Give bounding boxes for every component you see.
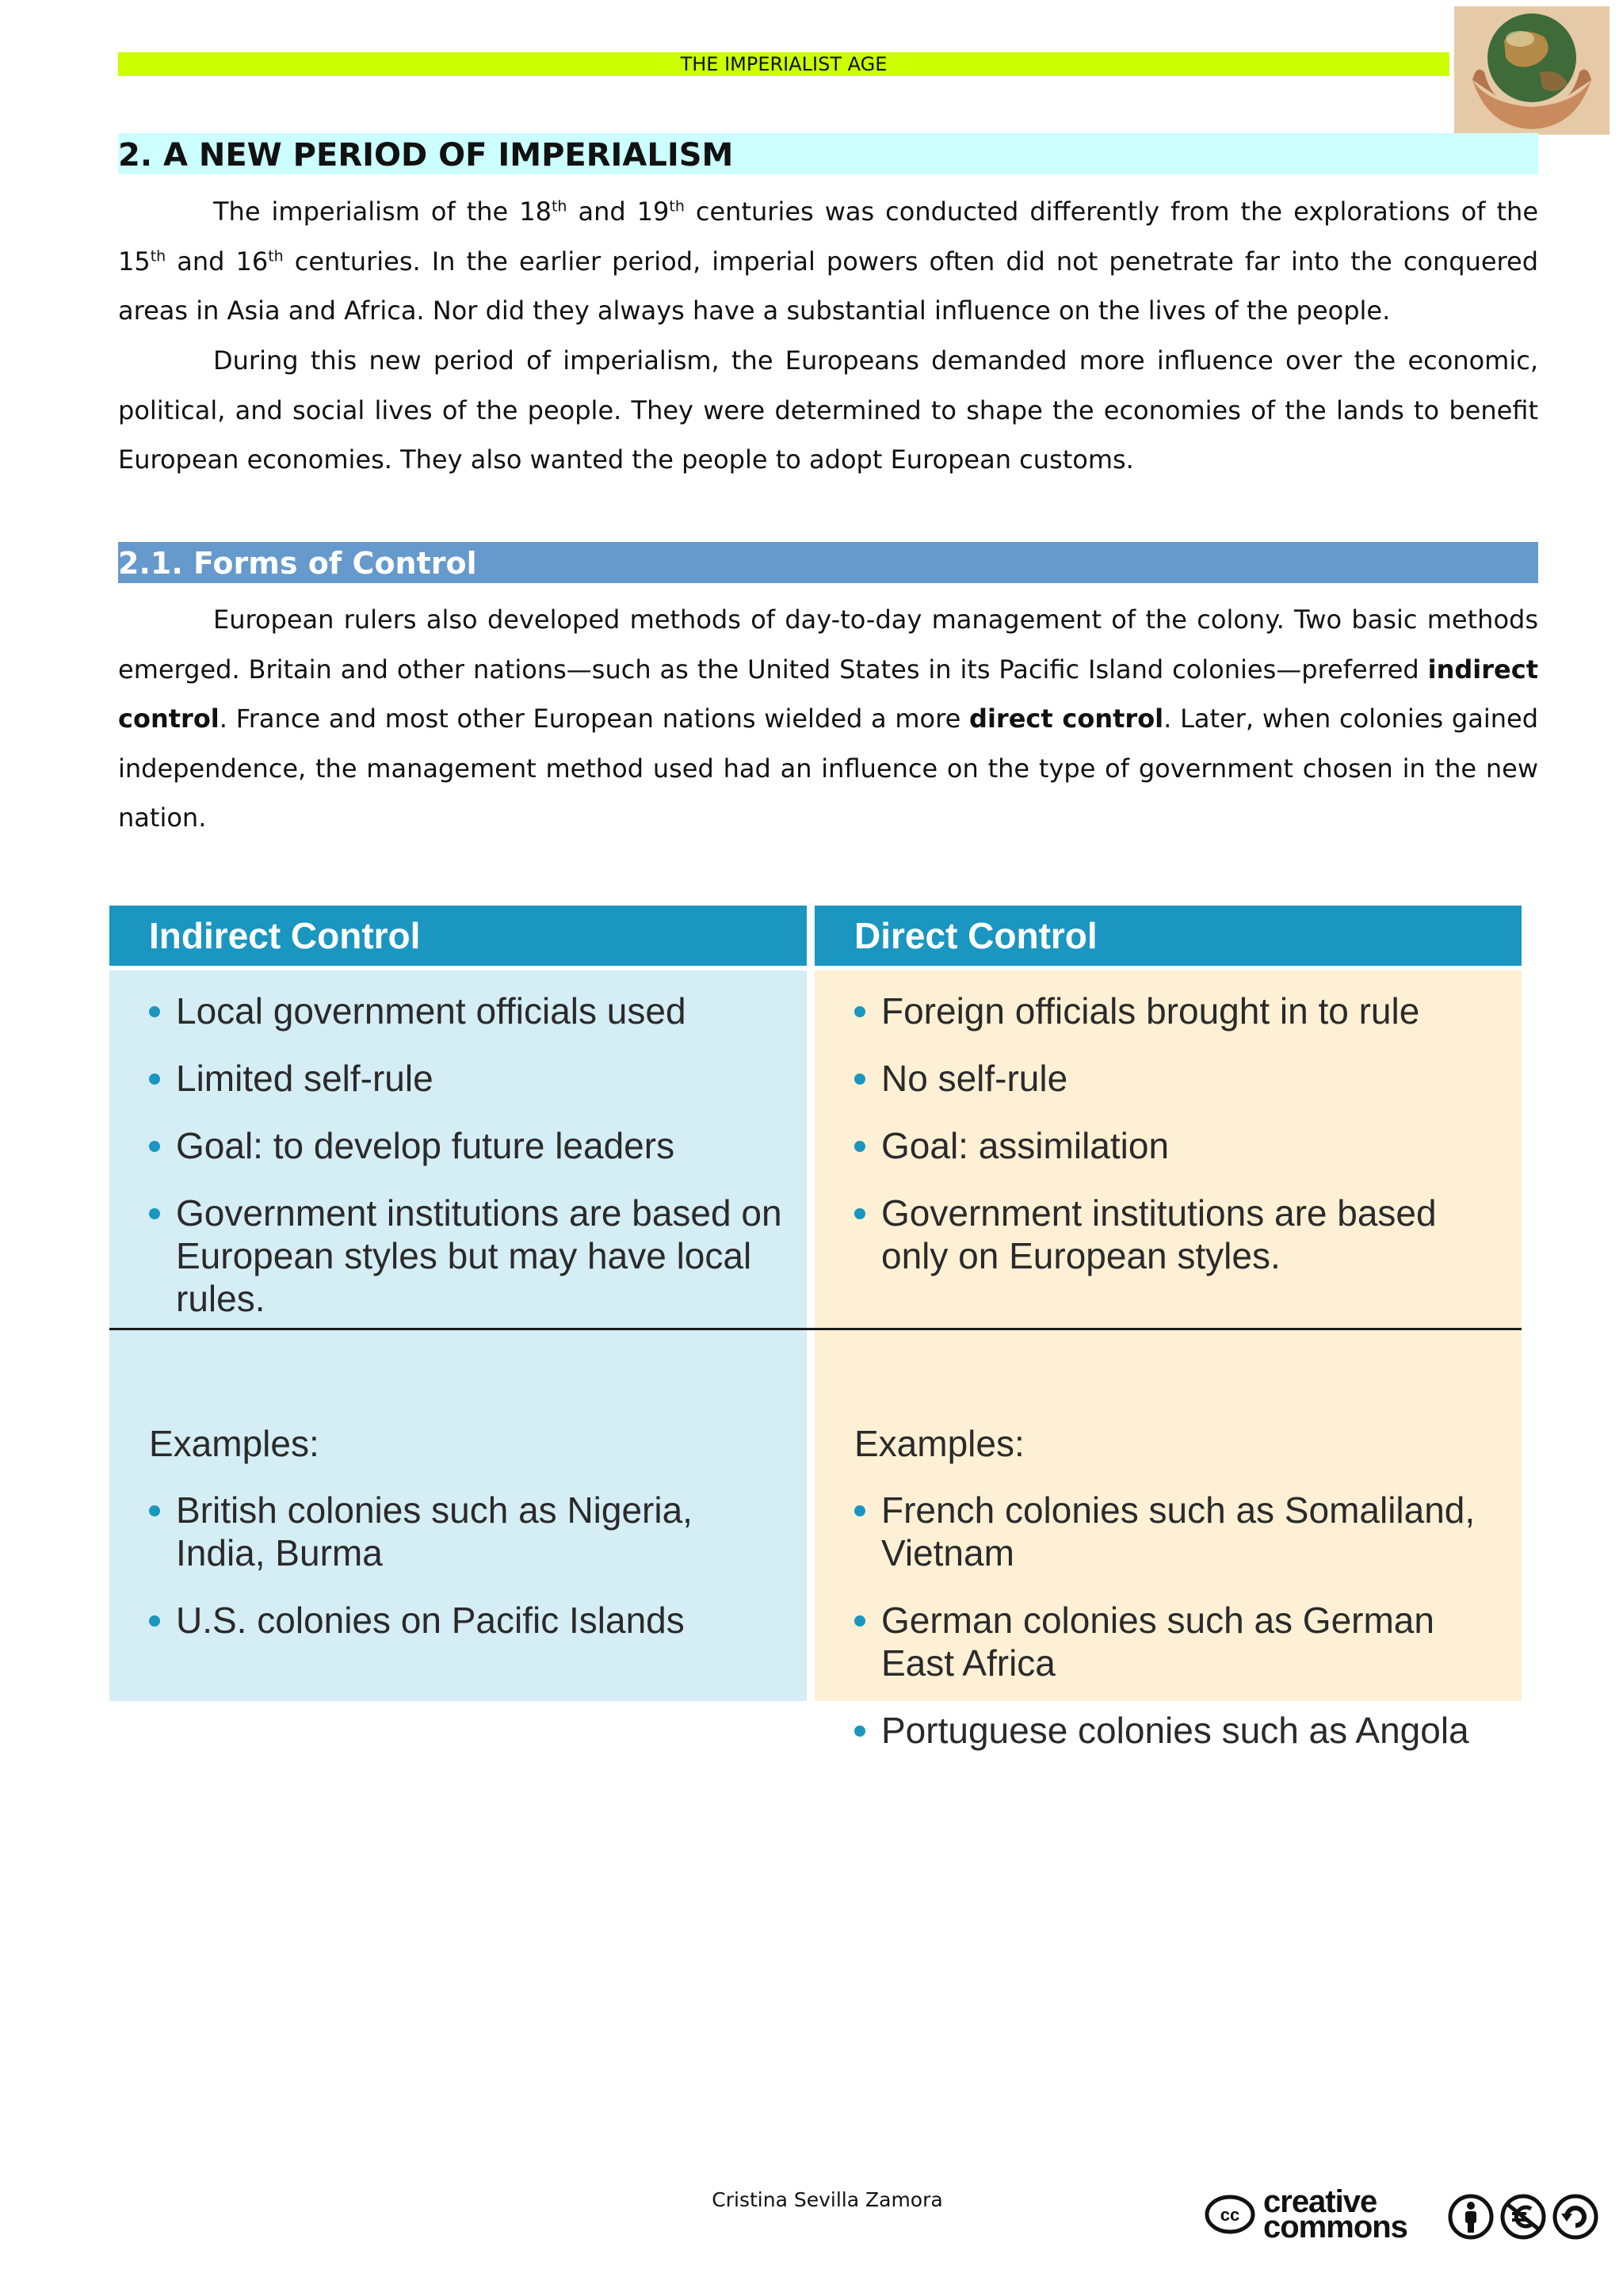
license-badges [1447, 2193, 1599, 2241]
license-logo-text: creative commons [1263, 2184, 1407, 2245]
list-item: No self-rule [854, 1057, 1503, 1100]
bullet-icon [149, 1208, 160, 1219]
footer-author: Cristina Sevilla Zamora [712, 2188, 943, 2211]
direct-control-column [815, 971, 1522, 1751]
bullet-icon [854, 1615, 865, 1627]
bullet-icon [854, 1505, 865, 1516]
bullet-icon [149, 1505, 160, 1516]
by-icon [1447, 2193, 1495, 2241]
bullet-icon [149, 1006, 160, 1017]
list-item: French colonies such as Somaliland, Vietnam [854, 1489, 1503, 1574]
bullet-icon [854, 1074, 865, 1085]
second-paragraph: During this new period of imperialism, the Europeans demanded more influence over the economic, political, and social lives of the people. They were determined to shape the economies of the lands to benefit European economies. They also wanted the people to adopt European customs. [118, 345, 1538, 475]
indirect-control-column [109, 971, 807, 1701]
bullet-icon [149, 1074, 160, 1085]
creative-commons-logo [1205, 2184, 1422, 2245]
sa-icon [1552, 2193, 1599, 2241]
bullet-icon [854, 1141, 865, 1152]
control-comparison-table [109, 906, 1522, 1751]
list-item: Foreign officials brought in to rule [854, 990, 1503, 1032]
list-item: Limited self-rule [149, 1057, 788, 1100]
bullet-icon [854, 1208, 865, 1219]
bullet-icon [149, 1141, 160, 1152]
examples-label: Examples: [149, 1423, 319, 1464]
subsection-heading: 2.1. Forms of Control [118, 542, 1538, 583]
header-band [118, 52, 1449, 76]
indirect-control-header: Indirect Control [109, 906, 807, 966]
list-item: U.S. colonies on Pacific Islands [149, 1599, 788, 1642]
header-title: THE IMPERIALIST AGE [680, 53, 888, 75]
globe-in-hands-image [1454, 6, 1610, 135]
list-item: Government institutions are based on European styles but may have local rules. [149, 1192, 788, 1320]
list-item: Government institutions are based only on European styles. [854, 1192, 1503, 1277]
cc-icon [1205, 2195, 1255, 2234]
intro-paragraph: The imperialism of the 18th and 19th centuries was conducted differently from the explorations of the 15th and 16th centuries. In the earlier period, imperial powers often did not penetrate far into the conquered areas in Asia and Africa. Nor did they always have a substantial influence on the lives of the people. [118, 196, 1539, 326]
direct-control-header: Direct Control [815, 906, 1522, 966]
bullet-icon [149, 1615, 160, 1627]
examples-label: Examples: [854, 1423, 1025, 1464]
forms-of-control-paragraph: European rulers also developed methods of day-to-day management of the colony. Two basic methods emerged. Britain and other nations—such as the United States in its Pacific Island colonies—preferred indirect control. France and most other European nations wielded a more direct control. Later, when colonies gained independence, the management method used had an influence on the type of government chosen in the new nation. [118, 605, 1539, 833]
list-item: Goal: to develop future leaders [149, 1124, 788, 1167]
list-item: Goal: assimilation [854, 1124, 1503, 1167]
svg-text:cc: cc [1220, 2205, 1240, 2225]
list-item: German colonies such as German East Africa [854, 1599, 1503, 1684]
section-heading: 2. A NEW PERIOD OF IMPERIALISM [118, 133, 1538, 174]
list-item: Portuguese colonies such as Angola [854, 1709, 1503, 1752]
table-divider [109, 1328, 1522, 1330]
list-item: British colonies such as Nigeria, India, Burma [149, 1489, 788, 1574]
nc-euro-icon [1499, 2193, 1547, 2241]
bullet-icon [854, 1726, 865, 1737]
list-item: Local government officials used [149, 990, 788, 1032]
bullet-icon [854, 1006, 865, 1017]
